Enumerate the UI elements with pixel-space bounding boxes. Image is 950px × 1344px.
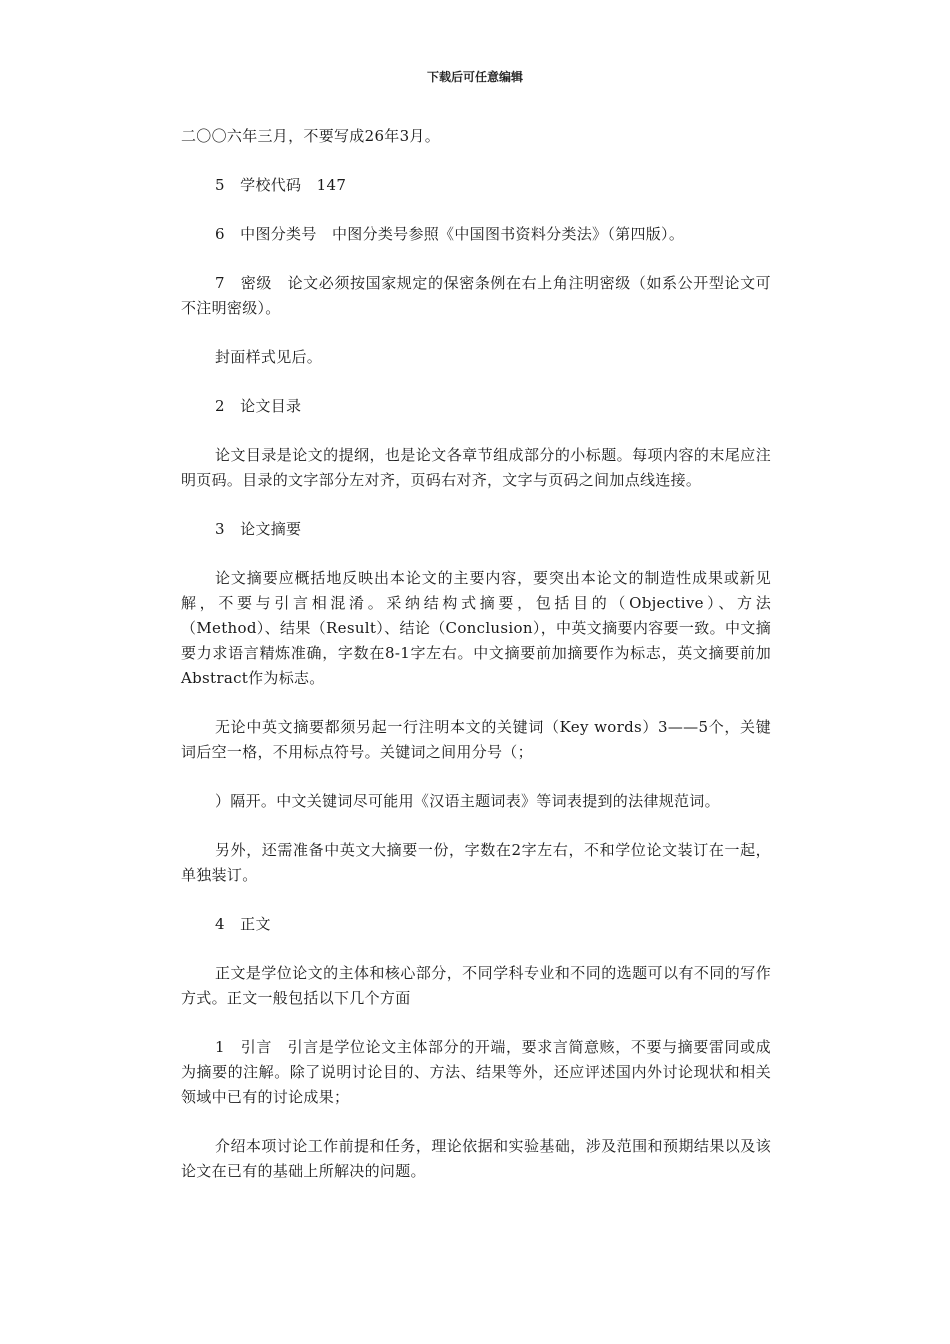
paragraph-school-code: 5 学校代码 147 [215,176,347,194]
paragraph-date-note: 二〇〇六年三月，不要写成26年3月。 [181,127,441,145]
page-header: 下载后可任意编辑 [426,70,523,84]
paragraph-introduction-cont: 介绍本项讨论工作前提和任务，理论依据和实验基础，涉及范围和预期结果以及该论文在已有的基础上所解决的问题。 [181,1137,771,1180]
paragraph-keywords: 无论中英文摘要都须另起一行注明本文的关键词（Key words）3——5个，关键词后空一格，不用标点符号。关键词之间用分号（； [181,718,771,761]
paragraph-introduction: 1 引言 引言是学位论文主体部分的开端，要求言简意赅，不要与摘要雷同或成为摘要的注解。除了说明讨论目的、方法、结果等外，还应评述国内外讨论现状和相关领域中已有的讨论成果； [181,1038,771,1106]
paragraph-toc-desc: 论文目录是论文的提纲，也是论文各章节组成部分的小标题。每项内容的末尾应注明页码。目录的文字部分左对齐，页码右对齐，文字与页码之间加点线连接。 [181,446,771,489]
paragraph-extended-abstract: 另外，还需准备中英文大摘要一份，字数在2字左右，不和学位论文装订在一起，单独装订。 [181,841,771,884]
section-heading-body: 4 正文 [215,915,271,933]
section-heading-abstract: 3 论文摘要 [215,520,302,538]
section-heading-toc: 2 论文目录 [215,397,302,415]
paragraph-cover-sample: 封面样式见后。 [215,348,323,366]
paragraph-body-desc: 正文是学位论文的主体和核心部分，不同学科专业和不同的选题可以有不同的写作方式。正文一般包括以下几个方面 [181,964,771,1007]
paragraph-keywords-cont: ）隔开。中文关键词尽可能用《汉语主题词表》等词表提到的法律规范词。 [215,792,720,810]
document-body [181,124,771,1208]
paragraph-abstract-desc: 论文摘要应概括地反映出本论文的主要内容，要突出本论文的制造性成果或新见解，不要与引言相混淆。采纳结构式摘要，包括目的（Objective）、方法（Method）、结果（Result）、结论（Conclusion），中英文摘要内容要一致。中文摘要力求语言精炼准确，字数在8-1字左右。中文摘要前加摘要作为标志，英文摘要前加Abstract作为标志。 [181,569,771,687]
paragraph-classification: 6 中图分类号 中图分类号参照《中国图书资料分类法》（第四版）。 [215,225,685,243]
paragraph-security-level: 7 密级 论文必须按国家规定的保密条例在右上角注明密级（如系公开型论文可不注明密级）。 [181,274,771,317]
